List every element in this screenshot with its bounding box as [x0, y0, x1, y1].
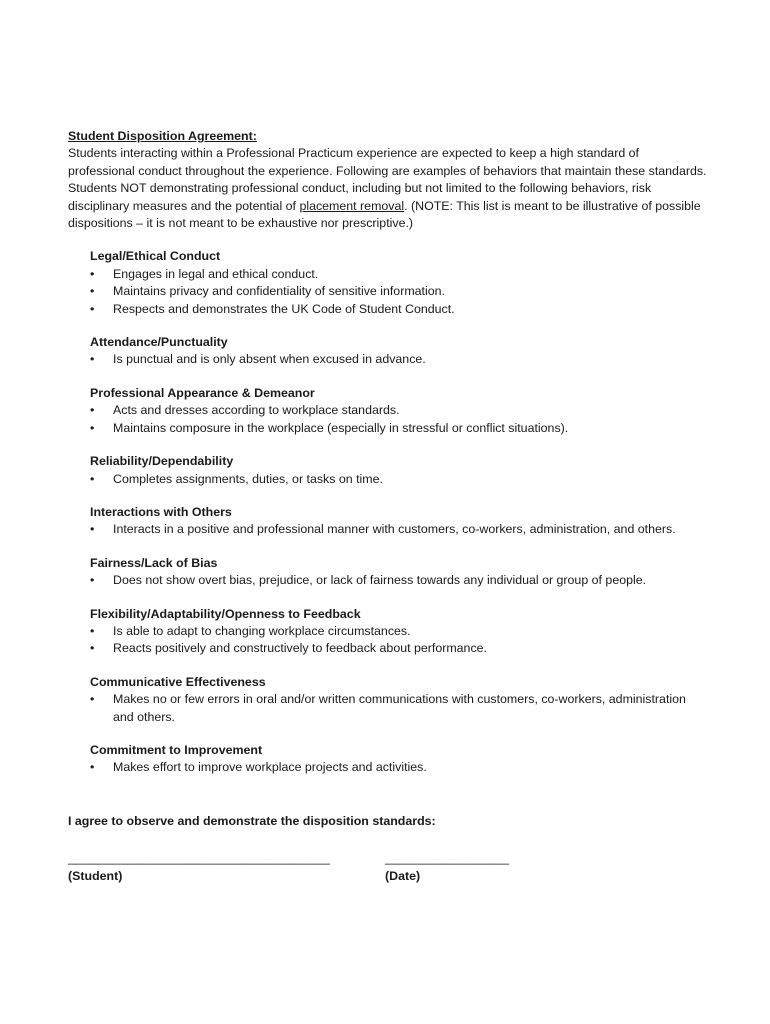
list-item — [90, 623, 708, 640]
section-heading: Reliability/Dependability — [90, 454, 234, 469]
disposition-section — [90, 504, 708, 539]
placement-removal-text: placement removal — [299, 198, 405, 213]
section-heading: Fairness/Lack of Bias — [90, 555, 218, 570]
list-item-text: Maintains composure in the workplace (especially in stressful or conflict situations). — [113, 420, 569, 435]
bullet-list — [90, 266, 708, 318]
disposition-section — [90, 742, 708, 777]
bullet-list — [90, 691, 708, 726]
bullet-icon: • — [90, 301, 95, 316]
list-item-text: Does not show overt bias, prejudice, or lack of fairness towards any individual or group of people. — [113, 573, 647, 588]
date-label: (Date) — [385, 868, 421, 883]
bullet-icon: • — [90, 760, 95, 775]
list-item-text: Makes effort to improve workplace projects and activities. — [113, 760, 427, 775]
document-title: Student Disposition Agreement: — [68, 129, 257, 143]
list-item — [90, 759, 708, 776]
student-signature — [68, 850, 330, 885]
list-item-text: Acts and dresses according to workplace standards. — [113, 403, 400, 418]
section-heading: Commitment to Improvement — [90, 742, 263, 757]
bullet-icon: • — [90, 420, 95, 435]
intro-paragraph — [68, 145, 708, 232]
section-heading: Flexibility/Adaptability/Openness to Feedback — [90, 606, 361, 621]
bullet-list — [90, 351, 708, 368]
bullet-icon: • — [90, 641, 95, 656]
intro-text: Students interacting within a Professional Practicum experience are expected to keep a high standard of professional conduct throughout the experience. Following are examples of behaviors that maintain these standards. Students NOT demonstrating professional conduct, including but not limited to the following behaviors, risk disciplinary measures and the potential of — [68, 146, 707, 213]
bullet-list — [90, 572, 708, 589]
bullet-icon: • — [90, 471, 95, 486]
bullet-list — [90, 402, 708, 437]
date-signature-line[interactable]: __________________ — [385, 851, 510, 866]
list-item-text: Completes assignments, duties, or tasks on time. — [113, 471, 383, 486]
bullet-icon: • — [90, 623, 95, 638]
list-item — [90, 266, 708, 283]
bullet-list — [90, 471, 708, 488]
list-item — [90, 402, 708, 419]
section-heading: Communicative Effectiveness — [90, 674, 266, 689]
section-heading: Legal/Ethical Conduct — [90, 249, 221, 264]
list-item — [90, 691, 708, 726]
disposition-section — [90, 453, 708, 488]
disposition-section — [90, 248, 708, 318]
list-item-text: Maintains privacy and confidentiality of sensitive information. — [113, 284, 445, 299]
list-item-text: Interacts in a positive and professional manner with customers, co-workers, administration, and others. — [113, 522, 676, 537]
section-heading: Professional Appearance & Demeanor — [90, 385, 315, 400]
disposition-sections — [68, 248, 708, 776]
bullet-icon: • — [90, 352, 95, 367]
student-signature-line[interactable]: ______________________________________ — [68, 851, 330, 866]
bullet-list — [90, 521, 708, 538]
disposition-section — [90, 385, 708, 437]
bullet-icon: • — [90, 692, 95, 707]
bullet-icon: • — [90, 522, 95, 537]
bullet-list — [90, 623, 708, 658]
intro-note-text: . (NOTE: This list is meant to be illustrative of possible dispositions – it is not meant to be exhaustive nor prescriptive.) — [68, 198, 701, 231]
list-item-text: Makes no or few errors in oral and/or written communications with customers, co-workers, administration and others. — [113, 692, 686, 724]
bullet-icon: • — [90, 266, 95, 281]
list-item — [90, 521, 708, 538]
bullet-icon: • — [90, 573, 95, 588]
document-page — [68, 128, 708, 890]
list-item-text: Engages in legal and ethical conduct. — [113, 266, 319, 281]
list-item — [90, 640, 708, 657]
list-item-text: Respects and demonstrates the UK Code of Student Conduct. — [113, 301, 455, 316]
list-item — [90, 301, 708, 318]
list-item — [90, 283, 708, 300]
section-heading: Attendance/Punctuality — [90, 335, 228, 350]
bullet-icon: • — [90, 403, 95, 418]
list-item — [90, 471, 708, 488]
list-item — [90, 572, 708, 589]
disposition-section — [90, 674, 708, 726]
bullet-icon: • — [90, 284, 95, 299]
disposition-section — [90, 555, 708, 590]
list-item-text: Reacts positively and constructively to feedback about performance. — [113, 641, 487, 656]
agreement-statement: I agree to observe and demonstrate the disposition standards: — [68, 813, 436, 828]
student-label: (Student) — [68, 868, 123, 883]
list-item-text: Is able to adapt to changing workplace circumstances. — [113, 623, 411, 638]
signature-area — [68, 850, 708, 890]
bullet-list — [90, 759, 708, 776]
list-item — [90, 351, 708, 368]
list-item-text: Is punctual and is only absent when excused in advance. — [113, 352, 426, 367]
list-item — [90, 420, 708, 437]
disposition-section — [90, 334, 708, 369]
date-signature — [385, 850, 509, 885]
section-heading: Interactions with Others — [90, 504, 232, 519]
disposition-section — [90, 606, 708, 658]
